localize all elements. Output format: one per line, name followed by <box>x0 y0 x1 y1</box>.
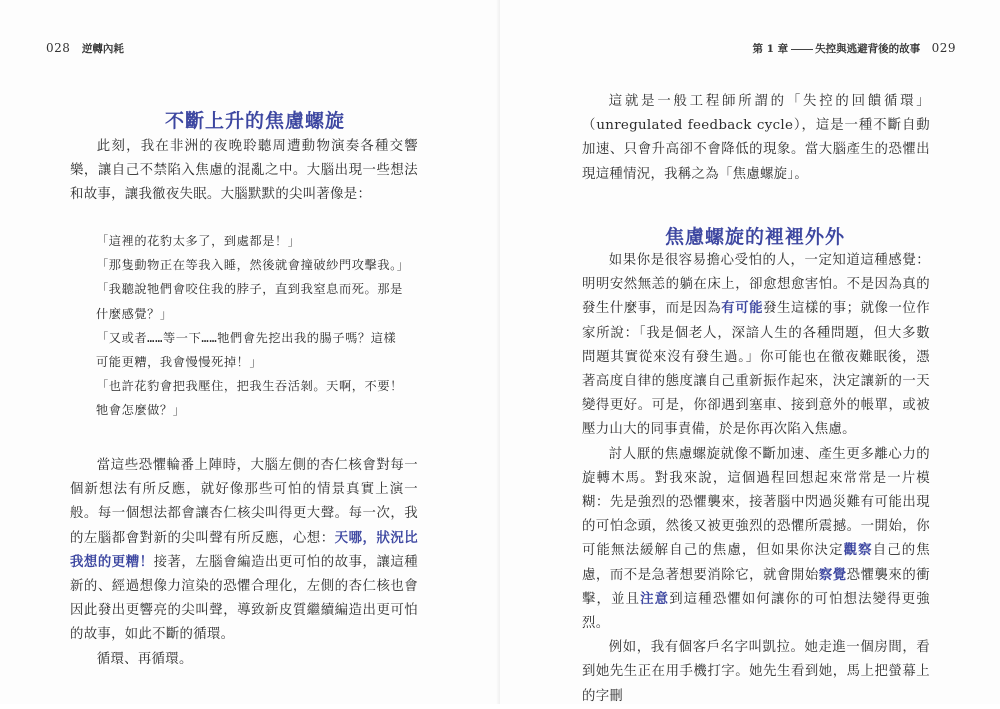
body-block-right <box>582 249 930 709</box>
page-number-left: 028 <box>46 41 71 55</box>
text-run: 如果你是很容易擔心受怕的人，一定知道這種感覺：明明安然無恙的躺在床上，卻愈想愈害怕。不是因為真的發生什麼事，而是因為 <box>582 253 930 317</box>
highlight-thought: 天哪，狀況比我想的更糟！ <box>70 530 418 570</box>
highlight-possible: 有可能 <box>721 301 764 317</box>
paragraph-amygdala <box>70 454 418 648</box>
left-page <box>0 0 500 704</box>
text-run: 當這些恐懼輪番上陣時，大腦左側的杏仁核會對每一個新想法有所反應，就好像那些可怕的情景真實上演一般。每一個想法都會讓杏仁核尖叫得更大聲。每一次，我的左腦都會對新的尖叫聲有所反應，心想： <box>70 458 418 546</box>
section-title-right: 焦慮螺旋的裡裡外外 <box>664 226 845 248</box>
paragraph-worry <box>582 249 930 443</box>
intro-paragraph: 此刻，我在非洲的夜晚聆聽周遭動物演奏各種交響樂，讓自己不禁陷入焦慮的混亂之中。大腦出現一些想法和故事，讓我徹夜失眠。大腦默默的尖叫著像是： <box>70 139 418 203</box>
paragraph-merry-go-round <box>582 443 930 637</box>
page-number-right: 029 <box>931 41 956 55</box>
text-run: 自己的焦慮，而不是急著想要消除它，就會開始 <box>582 543 930 583</box>
quote-line: 「那隻動物正在等我入睡，然後就會撞破紗門攻擊我。」 <box>96 258 410 273</box>
body-block-left <box>70 454 418 672</box>
right-running-header <box>752 41 956 56</box>
paragraph-kyla: 例如，我有個客戶名字叫凱拉。她走進一個房間，看到她先生正在用手機打字。她先生看到她，馬上把螢幕上的字刪 <box>582 640 930 704</box>
header-rule <box>791 49 813 50</box>
left-running-header <box>46 41 124 56</box>
quote-line: 「又或者……等一下……牠們會先挖出我的腸子嗎？這樣可能更糟，我會慢慢死掉！」 <box>96 330 397 370</box>
chapter-label: 第 1 章 <box>752 43 789 55</box>
body-block-right-top <box>582 90 930 187</box>
quote-line: 「這裡的花豹太多了，到處都是！」 <box>96 234 301 248</box>
right-page <box>500 0 1000 704</box>
text-run: 接著，左腦會編造出更可怕的故事，讓這種新的、經過想像力渲染的恐懼合理化，左側的杏仁核也會因此發出更響亮的尖叫聲，導致新皮質繼續編造出更可怕的故事，如此不斷的循環。 <box>70 554 418 643</box>
highlight-observe: 觀察 <box>843 543 873 559</box>
highlight-attention: 注意 <box>640 591 670 607</box>
quote-block <box>96 229 410 423</box>
text-run: 討人厭的焦慮螺旋就像不斷加速、產生更多離心力的旋轉木馬。對我來說，這個過程回想起來常常是一片模糊：先是強烈的恐懼襲來，接著腦中閃過災難有可能出現的可怕念頭，然後又被更強烈的恐懼所震撼。一開始，你可能無法緩解自己的焦慮，但如果你決定 <box>582 446 930 559</box>
highlight-notice: 察覺 <box>818 567 847 583</box>
chapter-title: 失控與逃避背後的故事 <box>815 43 921 55</box>
text-run: 到這種恐懼如何讓你的可怕想法變得更強烈。 <box>582 591 930 632</box>
text-run: 恐懼襲來的衝擊，並且 <box>582 567 930 607</box>
quote-line: 「也許花豹會把我壓住，把我生吞活剝。天啊，不要！牠會怎麼做？」 <box>96 379 403 418</box>
paragraph-feedback-cycle: 這就是一般工程師所謂的「失控的回饋循環」（unregulated feedback cycle），這是一種不斷自動加速、只會升高卻不會降低的現象。當大腦產生的恐懼出現這種情況，我稱之為「焦慮螺旋」。 <box>582 94 930 182</box>
intro-block <box>70 135 418 208</box>
book-title: 逆轉內耗 <box>81 43 124 55</box>
section-title-left: 不斷上升的焦慮螺旋 <box>164 110 345 132</box>
paragraph-loop: 循環、再循環。 <box>96 651 193 667</box>
quote-line: 「我聽說牠們會咬住我的脖子，直到我窒息而死。那是什麼感覺？」 <box>96 282 403 321</box>
text-run: 發生這樣的事；就像一位作家所說：「我是個老人，深諳人生的各種問題，但大多數問題其實從來沒有發生過。」你可能也在徹夜難眠後，憑著高度自律的態度讓自己重新振作起來，決定讓新的一天變得更好。可是，你卻遇到塞車、接到意外的帳單，或被壓力山大的同事責備，於是你再次陷入焦慮。 <box>582 301 931 438</box>
